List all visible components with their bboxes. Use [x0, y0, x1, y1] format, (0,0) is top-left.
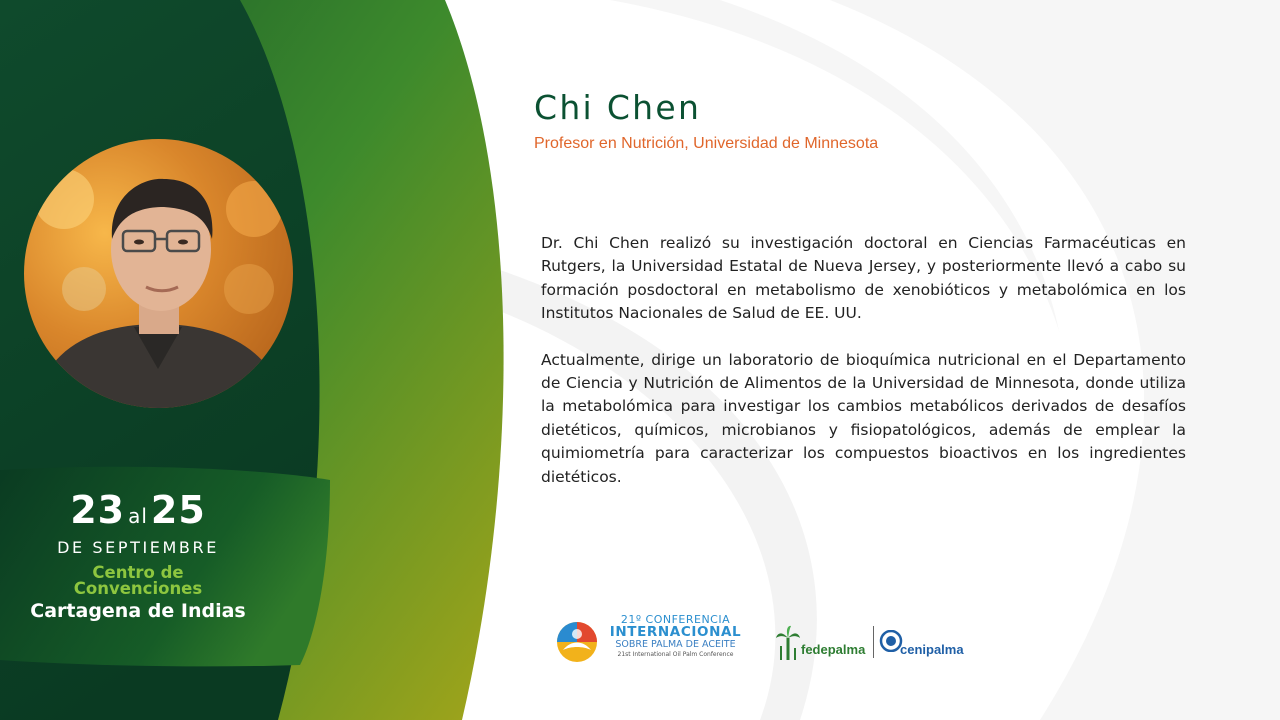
conference-logo	[555, 614, 745, 666]
bio-paragraph: Dr. Chi Chen realizó su investigación doctoral en Ciencias Farmacéuticas en Rutgers, la Universidad Estatal de Nueva Jersey, y posteriormente llevó a cabo su formación posdoctoral en metabolismo de xenobióticos y metabolómica en los Institutos Nacionales de Salud de EE. UU.	[541, 234, 1186, 323]
speaker-photo	[24, 139, 293, 408]
conference-line-1: 21º CONFERENCIA	[620, 613, 731, 626]
bio-paragraph: Actualmente, dirige un laboratorio de bioquímica nutricional en el Departamento de Ciencia y Nutrición de Alimentos de la Universidad de Minnesota, donde utiliza la metabolómica para investigar los cambios metabólicos derivados de desafíos dietéticos, químicos, microbianos y fisiopatológicos, además de emplear la quimiometría para caracterizar los compuestos bioactivos en los ingredientes dietéticos.	[541, 350, 1186, 486]
palm-tree-icon	[775, 624, 801, 660]
speaker-name: Chi Chen	[534, 88, 702, 127]
day-start: 23	[70, 488, 126, 532]
venue-name	[14, 565, 262, 597]
conference-text	[603, 614, 748, 659]
fedepalma-logo-text: fedepalma	[801, 642, 866, 657]
venue-line-2: Convenciones	[73, 579, 203, 598]
event-info	[14, 490, 262, 622]
speaker-role: Profesor en Nutrición, Universidad de Minnesota	[534, 135, 879, 152]
conference-emblem-icon	[555, 620, 599, 664]
event-dates	[14, 490, 262, 536]
venue-line-1: Centro de	[92, 563, 184, 582]
partner-logos	[775, 622, 964, 662]
cenipalma-logo-text: cenipalma	[900, 642, 964, 657]
event-city: Cartagena de Indias	[30, 600, 246, 622]
conference-line-4: 21st International Oil Palm Conference	[617, 651, 734, 658]
event-month: DE SEPTIEMBRE	[57, 538, 219, 557]
day-connector: al	[128, 504, 148, 528]
speaker-bio	[541, 232, 1186, 512]
logo-divider	[873, 626, 874, 658]
conference-line-3: SOBRE PALMA DE ACEITE	[615, 639, 736, 650]
conference-line-2: INTERNACIONAL	[609, 624, 742, 640]
day-end: 25	[150, 488, 206, 532]
